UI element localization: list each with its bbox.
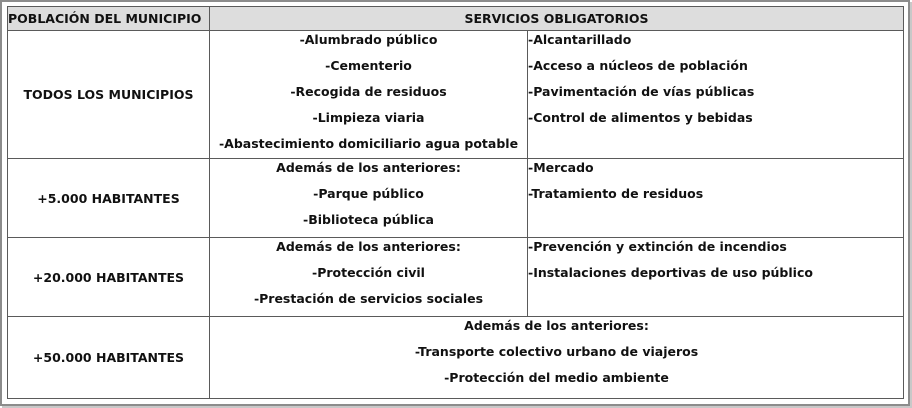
service-item: -Biblioteca pública	[303, 212, 434, 227]
population-cell: +50.000 HABITANTES	[8, 317, 210, 399]
services-list-cell	[210, 159, 528, 238]
service-item: -Mercado	[528, 160, 594, 175]
services-list-cell	[528, 238, 904, 317]
service-item: -Transporte colectivo urbano de viajeros	[414, 344, 699, 359]
service-item: -Control de alimentos y bebidas	[528, 110, 753, 125]
service-item: -Cementerio	[325, 58, 412, 73]
table-row	[8, 159, 904, 238]
services-list-cell	[528, 31, 904, 159]
services-list-cell	[528, 159, 904, 238]
service-item: -Recogida de residuos	[290, 84, 447, 99]
table-row	[8, 317, 904, 399]
service-item: -Protección del medio ambiente	[444, 370, 669, 385]
service-item: -Alcantarillado	[528, 32, 632, 47]
service-item: -Parque público	[313, 186, 424, 201]
service-item: Además de los anteriores:	[464, 318, 649, 333]
service-item: -Prevención y extinción de incendios	[528, 239, 787, 254]
population-cell: TODOS LOS MUNICIPIOS	[8, 31, 210, 159]
service-item: -Pavimentación de vías públicas	[528, 84, 755, 99]
population-column-header: POBLACIÓN DEL MUNICIPIO	[8, 7, 210, 31]
population-cell: +20.000 HABITANTES	[8, 238, 210, 317]
table-row	[8, 238, 904, 317]
service-item: -Instalaciones deportivas de uso público	[528, 265, 813, 280]
services-table	[7, 6, 904, 399]
table-row	[8, 31, 904, 159]
service-item: Además de los anteriores:	[276, 239, 461, 254]
services-list-cell	[210, 317, 904, 399]
service-item: -Protección civil	[312, 265, 425, 280]
services-list-cell	[210, 238, 528, 317]
service-item: -Abastecimiento domiciliario agua potable	[218, 136, 519, 151]
services-column-header: SERVICIOS OBLIGATORIOS	[210, 7, 904, 31]
service-item: -Alumbrado público	[299, 32, 438, 47]
service-item: Además de los anteriores:	[276, 160, 461, 175]
service-item: -Prestación de servicios sociales	[253, 291, 484, 306]
service-item: -Acceso a núcleos de población	[528, 58, 748, 73]
population-cell: +5.000 HABITANTES	[8, 159, 210, 238]
service-item: -Limpieza viaria	[312, 110, 425, 125]
services-list-cell	[210, 31, 528, 159]
service-item: -Tratamiento de residuos	[528, 186, 704, 201]
